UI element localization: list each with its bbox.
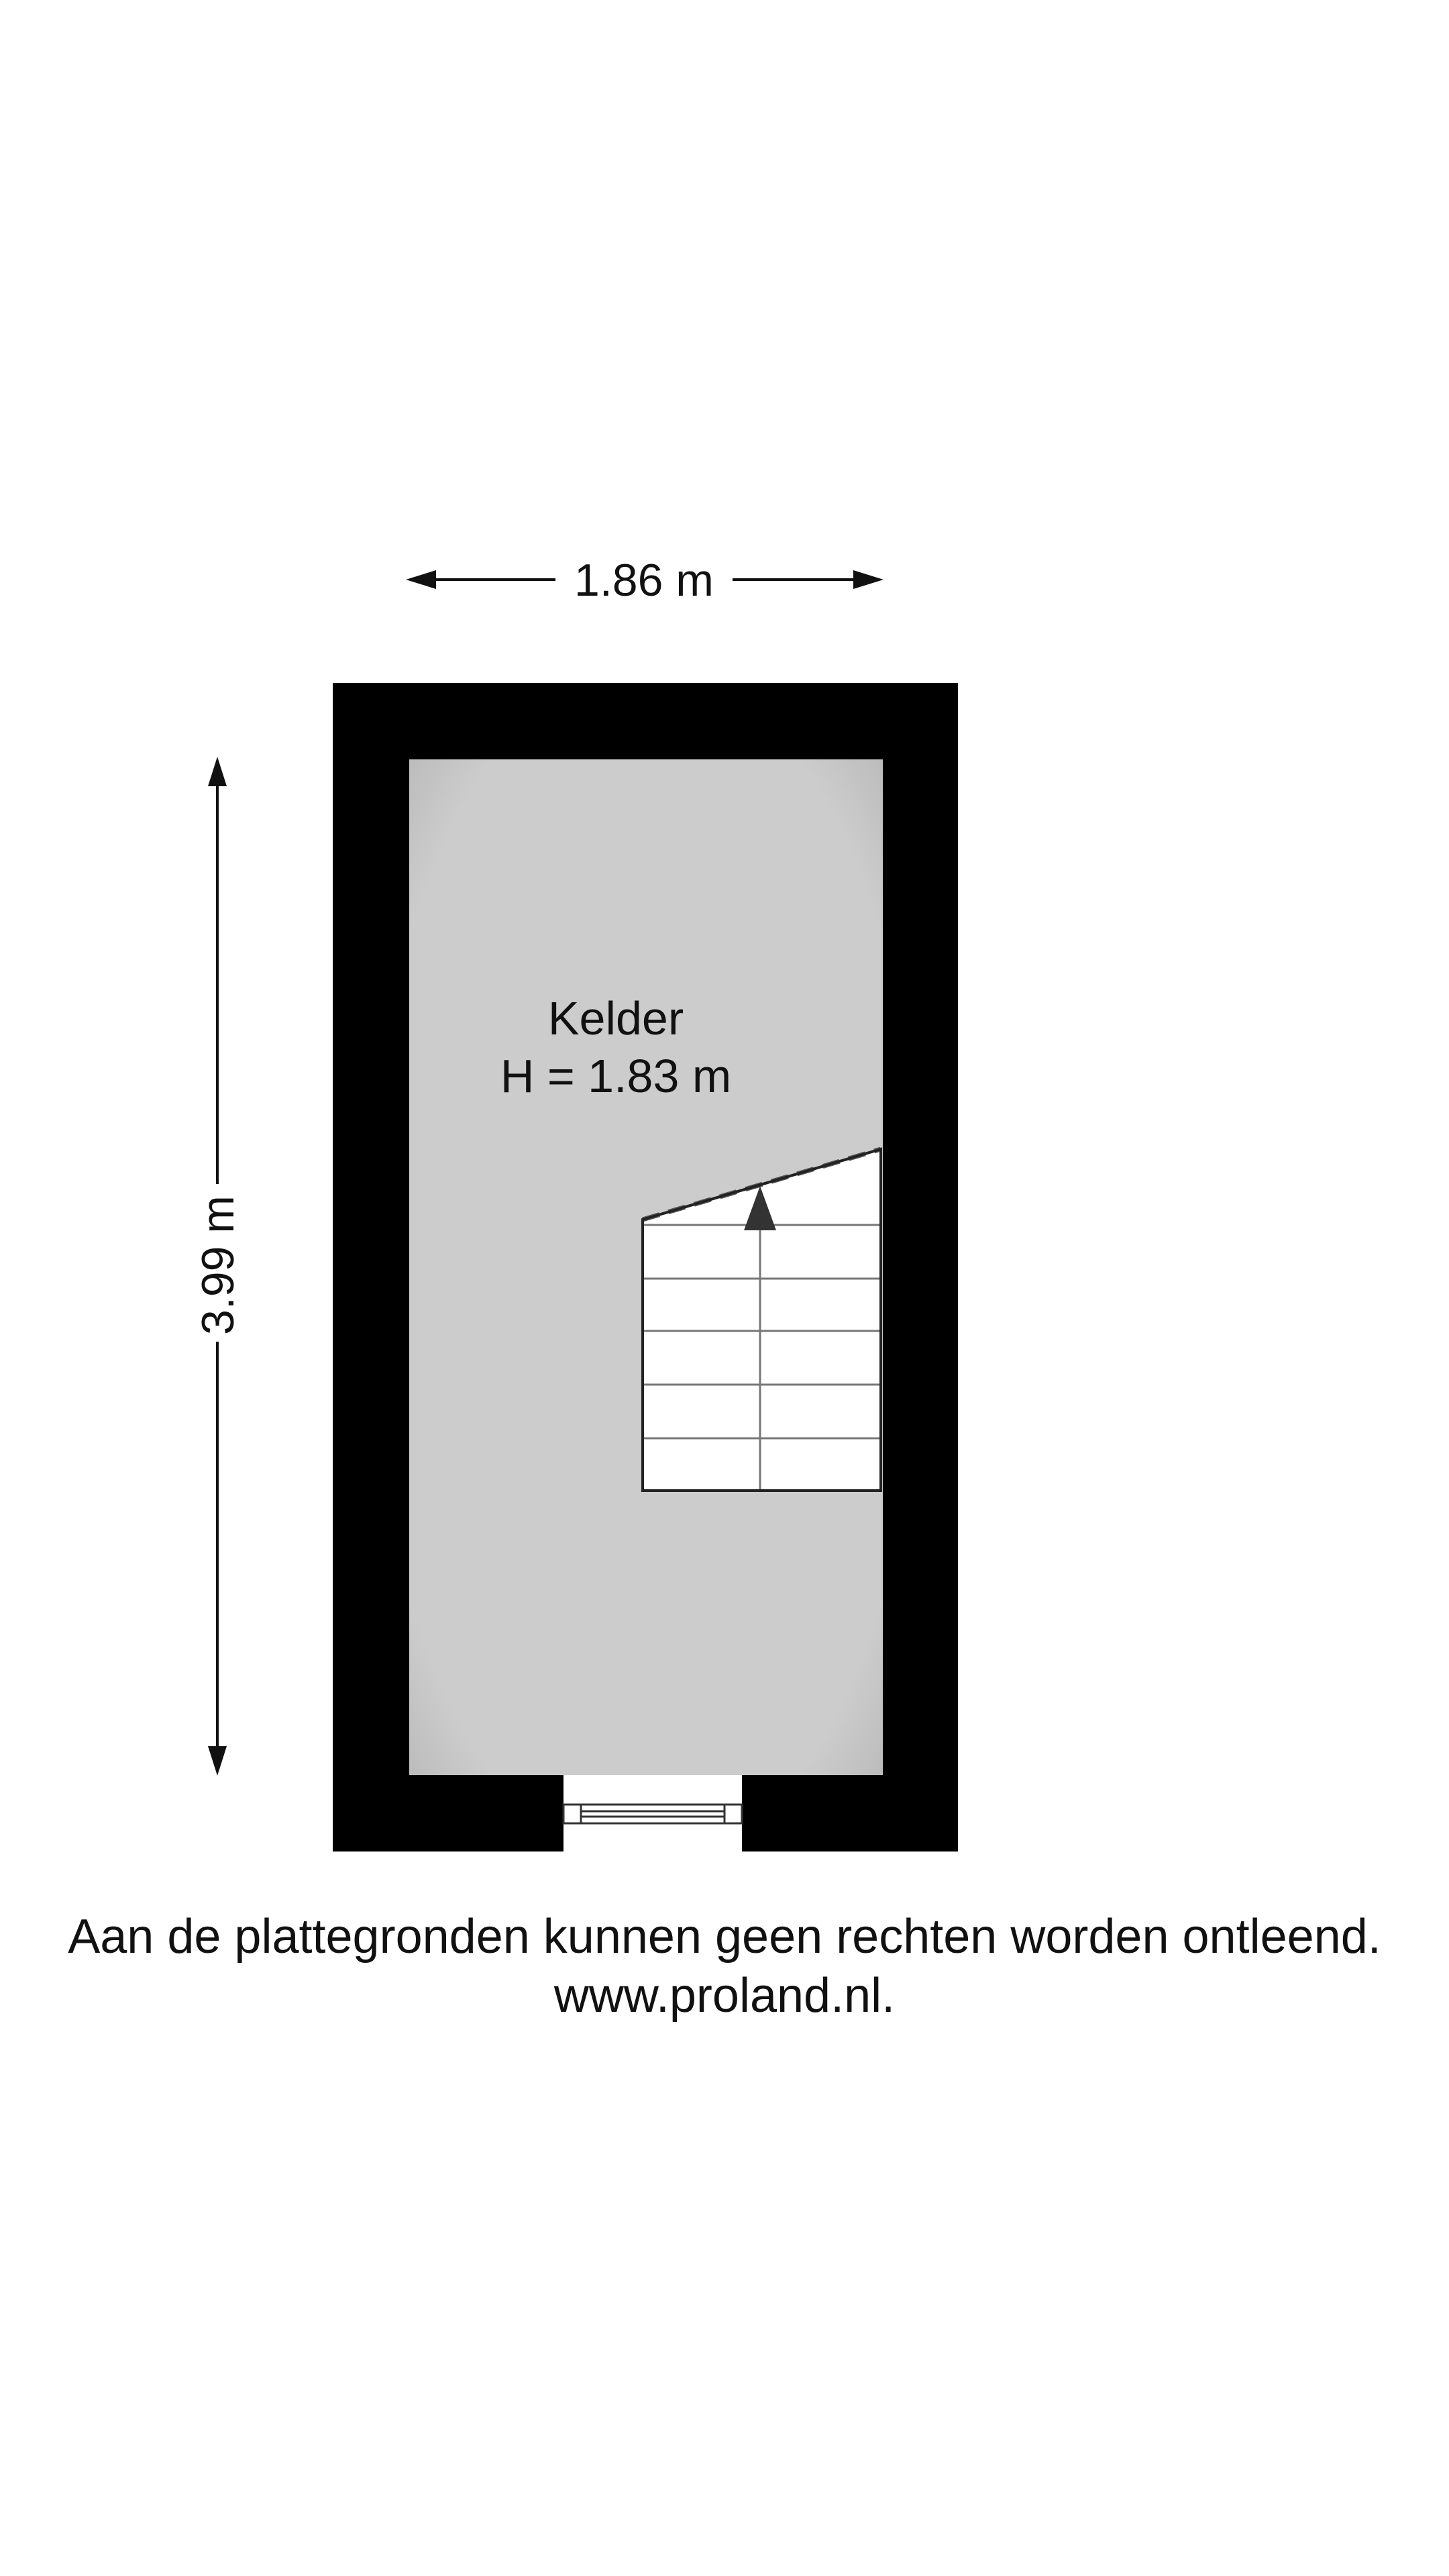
arrow-up-icon bbox=[208, 757, 227, 786]
height-label: 3.99 m bbox=[193, 1195, 244, 1335]
website-link[interactable]: www.proland.nl. bbox=[553, 1969, 896, 2023]
window bbox=[564, 1775, 742, 1851]
arrow-down-icon bbox=[208, 1746, 227, 1776]
window-frame bbox=[564, 1805, 742, 1823]
width-label: 1.86 m bbox=[574, 555, 714, 606]
arrow-left-icon bbox=[406, 570, 436, 589]
arrow-right-icon bbox=[853, 570, 883, 589]
room-name: Kelder bbox=[547, 992, 684, 1044]
height-dimension bbox=[193, 757, 244, 1776]
width-dimension bbox=[406, 555, 883, 606]
room-height: H = 1.83 m bbox=[500, 1050, 732, 1102]
disclaimer-text: Aan de plattegronden kunnen geen rechten worden ontleend. bbox=[68, 1910, 1381, 1964]
